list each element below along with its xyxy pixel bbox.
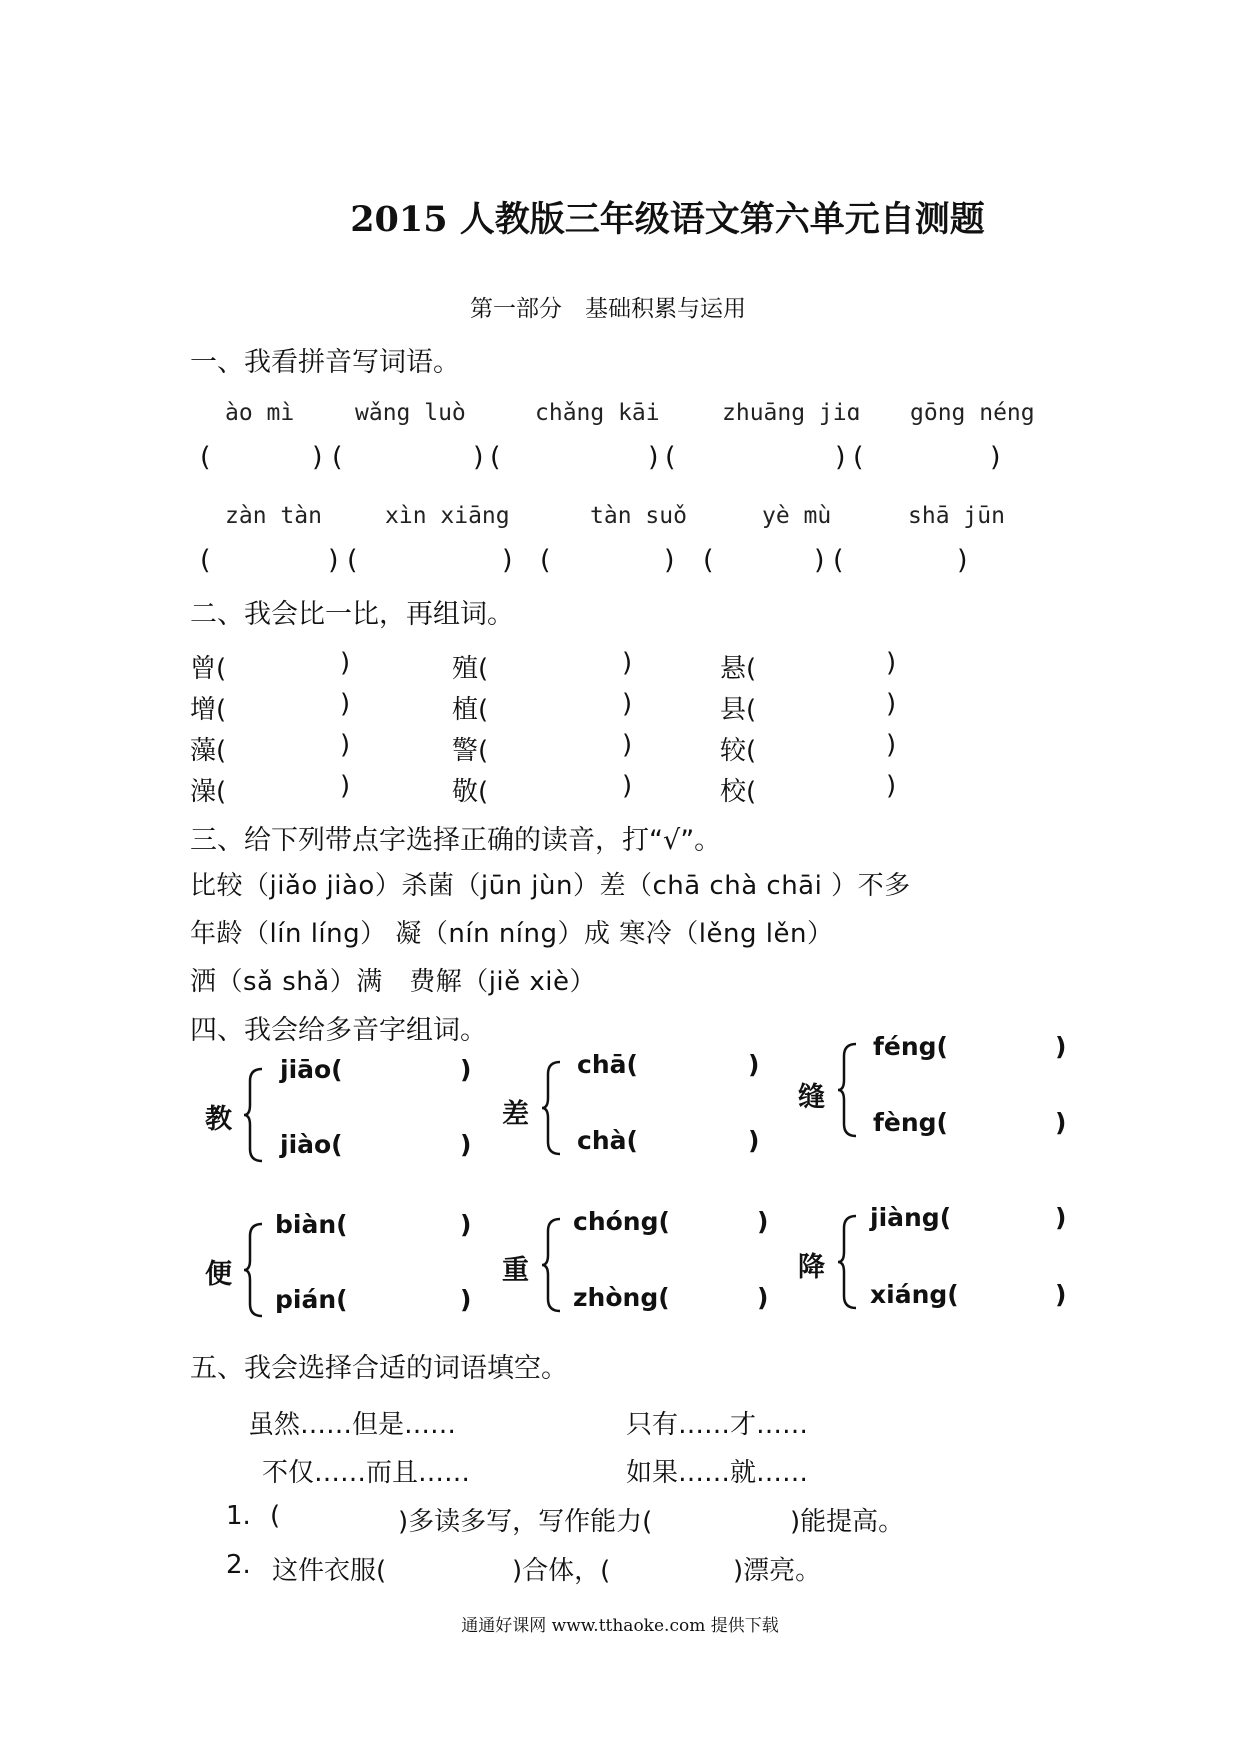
brace-icon [836, 1212, 860, 1312]
polyphone-close: ) [757, 1207, 769, 1236]
polyphone-char: 重 [502, 1255, 529, 1286]
question-number: 2. [226, 1550, 251, 1580]
compare-close: ) [622, 689, 633, 719]
compare-item: 藻( [190, 736, 227, 766]
polyphone-char: 降 [798, 1252, 825, 1283]
part-subtitle: 第一部分 基础积累与运用 [470, 296, 746, 322]
answer-paren-close: ) [312, 442, 323, 473]
compare-item: 曾( [190, 654, 227, 684]
polyphone-reading: jiāo( [280, 1055, 343, 1084]
question-number: 1. [226, 1501, 251, 1531]
brace-icon [242, 1065, 266, 1165]
compare-item: 敬( [452, 777, 489, 807]
polyphone-reading: biàn( [275, 1210, 348, 1239]
polyphone-close: ) [748, 1050, 760, 1079]
fill-text: )多读多写，写作能力( [398, 1507, 653, 1537]
polyphone-close: ) [460, 1210, 472, 1239]
polyphone-close: ) [757, 1283, 769, 1312]
polyphone-close: ) [1055, 1203, 1067, 1232]
section4-heading: 四、我会给多音字组词。 [190, 1015, 487, 1046]
answer-paren-close: ) [473, 442, 484, 473]
polyphone-char: 缝 [798, 1082, 825, 1113]
reading-line-1: 比较（jiǎo jiào）杀菌（jūn jùn）差（chā chà chāi ）不多 [190, 871, 911, 901]
polyphone-reading: chà( [577, 1126, 638, 1155]
polyphone-close: ) [460, 1130, 472, 1159]
section1-heading: 一、我看拼音写词语。 [190, 347, 460, 378]
pinyin-9: yè mù [762, 503, 832, 529]
polyphone-char: 便 [205, 1259, 232, 1290]
word-option: 不仅……而且…… [262, 1458, 471, 1488]
section5-heading: 五、我会选择合适的词语填空。 [190, 1353, 568, 1384]
compare-item: 悬( [720, 654, 757, 684]
polyphone-close: ) [1055, 1108, 1067, 1137]
answer-paren-close: ) [957, 545, 968, 576]
answer-paren-close: ) [835, 442, 846, 473]
fill-text: )合体，( [512, 1556, 611, 1586]
word-option: 如果……就…… [626, 1458, 809, 1488]
compare-item: 澡( [190, 777, 227, 807]
compare-close: ) [340, 771, 351, 801]
polyphone-reading: jiào( [280, 1130, 343, 1159]
polyphone-close: ) [1055, 1280, 1067, 1309]
polyphone-close: ) [748, 1126, 760, 1155]
reading-line-2: 年龄（lín líng） 凝（nín níng）成 寒冷（lěng lěn） [190, 919, 834, 949]
word-option: 虽然……但是…… [248, 1410, 457, 1440]
answer-paren-close: ) [990, 442, 1001, 473]
pinyin-7: xìn xiāng [385, 503, 510, 529]
page-title: 2015 人教版三年级语文第六单元自测题 [350, 199, 985, 240]
compare-item: 植( [452, 695, 489, 725]
answer-paren-open: ( [853, 442, 864, 473]
answer-paren-close: ) [814, 545, 825, 576]
polyphone-reading: zhòng( [573, 1283, 670, 1312]
pinyin-4: zhuāng jiɑ [722, 400, 861, 426]
compare-close: ) [886, 771, 897, 801]
answer-paren-open: ( [540, 545, 551, 576]
polyphone-reading: fèng( [873, 1108, 948, 1137]
brace-icon [540, 1058, 564, 1158]
answer-paren-open: ( [833, 545, 844, 576]
polyphone-close: ) [460, 1285, 472, 1314]
answer-paren-open: ( [665, 442, 676, 473]
polyphone-reading: chā( [577, 1050, 638, 1079]
brace-icon [836, 1040, 860, 1140]
section3-heading: 三、给下列带点字选择正确的读音，打“√”。 [190, 825, 722, 856]
reading-line-3: 洒（sǎ shǎ）满 费解（jiě xiè） [190, 967, 597, 997]
fill-open: ( [270, 1501, 281, 1531]
compare-item: 县( [720, 695, 757, 725]
fill-text: )能提高。 [790, 1507, 905, 1537]
answer-paren-open: ( [200, 545, 211, 576]
compare-item: 较( [720, 736, 757, 766]
answer-paren-open: ( [490, 442, 501, 473]
compare-close: ) [886, 648, 897, 678]
compare-item: 殖( [452, 654, 489, 684]
polyphone-reading: jiàng( [870, 1203, 952, 1232]
brace-icon [242, 1220, 266, 1320]
answer-paren-close: ) [648, 442, 659, 473]
pinyin-5: gōng néng [910, 400, 1035, 426]
answer-paren-close: ) [664, 545, 675, 576]
answer-paren-open: ( [347, 545, 358, 576]
fill-text: 这件衣服( [272, 1556, 387, 1586]
answer-paren-open: ( [200, 442, 211, 473]
brace-icon [540, 1215, 564, 1315]
pinyin-6: zàn tàn [225, 503, 322, 529]
pinyin-2: wǎng luò [355, 400, 466, 426]
polyphone-close: ) [460, 1055, 472, 1084]
fill-text: )漂亮。 [733, 1556, 822, 1586]
pinyin-10: shā jūn [908, 503, 1005, 529]
polyphone-char: 差 [502, 1099, 529, 1130]
compare-close: ) [622, 648, 633, 678]
compare-close: ) [886, 689, 897, 719]
polyphone-reading: chóng( [573, 1207, 670, 1236]
polyphone-reading: xiáng( [870, 1280, 959, 1309]
compare-item: 增( [190, 695, 227, 725]
word-option: 只有……才…… [626, 1410, 809, 1440]
polyphone-char: 教 [205, 1104, 232, 1135]
compare-close: ) [340, 730, 351, 760]
polyphone-reading: féng( [873, 1032, 948, 1061]
pinyin-8: tàn suǒ [590, 503, 687, 529]
section2-heading: 二、我会比一比，再组词。 [190, 599, 514, 630]
compare-close: ) [340, 648, 351, 678]
answer-paren-close: ) [502, 545, 513, 576]
compare-close: ) [886, 730, 897, 760]
compare-item: 警( [452, 736, 489, 766]
compare-close: ) [622, 771, 633, 801]
compare-close: ) [340, 689, 351, 719]
polyphone-reading: pián( [275, 1285, 348, 1314]
answer-paren-close: ) [328, 545, 339, 576]
compare-close: ) [622, 730, 633, 760]
pinyin-3: chǎng kāi [535, 400, 660, 426]
answer-paren-open: ( [332, 442, 343, 473]
footer-text: 通通好课网 www.tthaoke.com 提供下载 [461, 1616, 779, 1636]
compare-item: 校( [720, 777, 757, 807]
answer-paren-open: ( [703, 545, 714, 576]
pinyin-1: ào mì [225, 400, 295, 426]
polyphone-close: ) [1055, 1032, 1067, 1061]
